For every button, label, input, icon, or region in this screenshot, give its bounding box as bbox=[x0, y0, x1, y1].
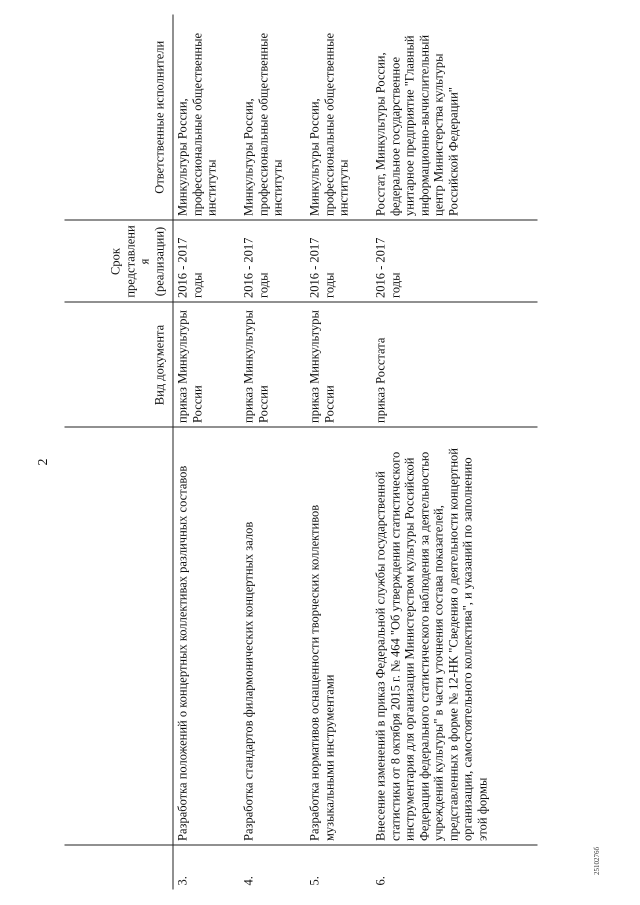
row-executors: Минкультуры России, профессиональные общественные институты bbox=[240, 15, 306, 221]
plan-table bbox=[65, 15, 538, 890]
row-term: 2016 - 2017 годы bbox=[240, 221, 306, 303]
row-term: 2016 - 2017 годы bbox=[306, 221, 372, 303]
row-term: 2016 - 2017 годы bbox=[372, 221, 538, 303]
header-term: Срок представления (реализации) bbox=[65, 221, 174, 303]
row-doc-type: приказ Минкультуры России bbox=[306, 303, 372, 428]
row-term: 2016 - 2017 годы bbox=[173, 221, 240, 303]
row-doc-type: приказ Минкультуры России bbox=[173, 303, 240, 428]
header-name bbox=[65, 428, 174, 846]
row-name: Разработка стандартов филармонических концертных залов bbox=[240, 428, 306, 846]
page-number: 2 bbox=[36, 458, 51, 466]
document-code: 2510276б bbox=[593, 846, 601, 876]
row-num: 6. bbox=[373, 876, 388, 886]
table-row bbox=[306, 15, 372, 890]
row-executors: Минкультуры России, профессиональные общественные институты bbox=[306, 15, 372, 221]
rotated-table-container bbox=[65, 15, 535, 890]
table-row bbox=[173, 15, 240, 890]
row-num: 5. bbox=[307, 876, 322, 886]
header-doc-type: Вид документа bbox=[65, 303, 174, 428]
row-doc-type: приказ Минкультуры России bbox=[240, 303, 306, 428]
row-name: Разработка положений о концертных коллективах различных составов bbox=[173, 428, 240, 846]
table-header-row bbox=[65, 15, 174, 890]
row-num: 3. bbox=[175, 876, 190, 886]
row-name: Разработка нормативов оснащенности творческих коллективов музыкальными инструментами bbox=[306, 428, 372, 846]
row-doc-type: приказ Росстата bbox=[372, 303, 538, 428]
row-num: 4. bbox=[241, 876, 256, 886]
header-num bbox=[65, 846, 174, 890]
table-row bbox=[240, 15, 306, 890]
row-executors: Росстат, Минкультуры России, федеральное государственное унитарное предприятие "Главный информационно-вычислительный центр Министерства культуры Российской Федерации" bbox=[372, 15, 538, 221]
table-row bbox=[372, 15, 538, 890]
row-executors: Минкультуры России, профессиональные общественные институты bbox=[173, 15, 240, 221]
header-executors: Ответственные исполнители bbox=[65, 15, 174, 221]
row-name: Внесение изменений в приказ Федеральной службы государственной статистики от 8 октября 2015 г. № 464 "Об утверждении статистического инструментария для организации Министерством культуры Российской Федерации федерального статистического наблюдения за деятельностью учреждений культуры" в части уточнения состава показателей, представленных в форме № 12-НК "Сведения о деятельности концертной организации, самостоятельного коллектива", и указаний по заполнению этой формы bbox=[372, 428, 538, 846]
